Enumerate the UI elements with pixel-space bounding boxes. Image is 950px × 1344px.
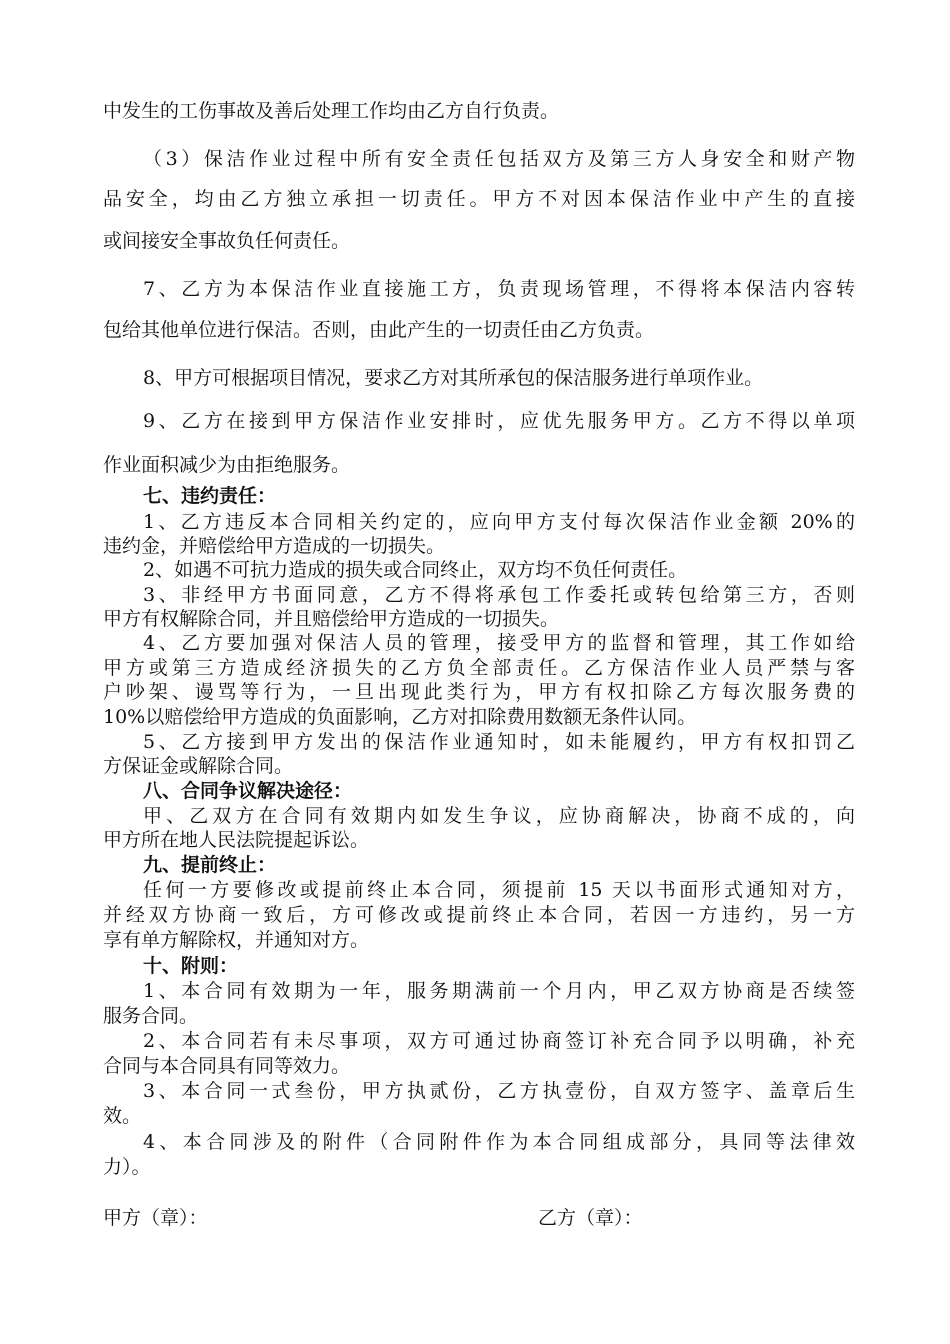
- section-8-heading: 八、合同争议解决途径：: [143, 780, 353, 802]
- section-8-body-line: 甲方所在地人民法院提起诉讼。: [103, 829, 370, 851]
- clause-7-2-line: 2、如遇不可抗力造成的损失或合同终止，双方均不负任何责任。: [143, 559, 688, 581]
- clause-10-2-line: 2、本合同若有未尽事项，双方可通过协商签订补充合同予以明确，补充: [143, 1030, 855, 1052]
- clause-6-9-line: 9、乙方在接到甲方保洁作业安排时，应优先服务甲方。乙方不得以单项: [143, 410, 855, 432]
- clause-6-3-line: 品安全，均由乙方独立承担一切责任。甲方不对因本保洁作业中产生的直接: [103, 188, 855, 210]
- clause-10-3-line: 3、本合同一式叁份，甲方执贰份，乙方执壹份，自双方签字、盖章后生: [143, 1080, 855, 1102]
- clause-6-8-line: 8、甲方可根据项目情况，要求乙方对其所承包的保洁服务进行单项作业。: [143, 367, 764, 389]
- clause-6-3-line: （3）保洁作业过程中所有安全责任包括双方及第三方人身安全和财产物: [143, 148, 855, 170]
- clause-7-4-line: 甲方或第三方造成经济损失的乙方负全部责任。乙方保洁作业人员严禁与客: [103, 657, 855, 679]
- clause-10-2-line: 合同与本合同具有同等效力。: [103, 1055, 351, 1077]
- clause-6-9-line: 作业面积减少为由拒绝服务。: [103, 454, 351, 476]
- clause-10-1-line: 1、本合同有效期为一年，服务期满前一个月内，甲乙双方协商是否续签: [143, 980, 855, 1002]
- section-9-heading: 九、提前终止：: [143, 854, 277, 876]
- clause-7-5-line: 方保证金或解除合同。: [103, 755, 294, 777]
- clause-7-4-line: 户吵架、谩骂等行为，一旦出现此类行为，甲方有权扣除乙方每次服务费的: [103, 681, 855, 703]
- section-10-heading: 十、附则：: [143, 955, 239, 977]
- section-9-body-line: 任何一方要修改或提前终止本合同，须提前 15 天以书面形式通知对方，: [143, 879, 855, 901]
- section-9-body-line: 享有单方解除权，并通知对方。: [103, 929, 370, 951]
- clause-7-3-line: 3、非经甲方书面同意，乙方不得将承包工作委托或转包给第三方，否则: [143, 584, 855, 606]
- clause-6-7-line: 7、乙方为本保洁作业直接施工方，负责现场管理，不得将本保洁内容转: [143, 278, 855, 300]
- section-9-body-line: 并经双方协商一致后，方可修改或提前终止本合同，若因一方违约，另一方: [103, 904, 855, 926]
- paragraph-line: 中发生的工伤事故及善后处理工作均由乙方自行负责。: [103, 100, 560, 122]
- section-8-body-line: 甲、乙双方在合同有效期内如发生争议，应协商解决，协商不成的，向: [143, 805, 855, 827]
- clause-10-4-line: 4、本合同涉及的附件（合同附件作为本合同组成部分，具同等法律效: [143, 1131, 855, 1153]
- clause-10-4-line: 力）。: [103, 1156, 151, 1178]
- clause-7-3-line: 甲方有权解除合同，并且赔偿给甲方造成的一切损失。: [103, 608, 560, 630]
- clause-6-3-line: 或间接安全事故负任何责任。: [103, 230, 351, 252]
- clause-6-7-line: 包给其他单位进行保洁。否则，由此产生的一切责任由乙方负责。: [103, 319, 655, 341]
- clause-10-3-line: 效。: [103, 1105, 142, 1127]
- clause-7-4-line: 10%以赔偿给甲方造成的负面影响，乙方对扣除费用数额无条件认同。: [103, 706, 697, 728]
- party-b-signature: 乙方（章）：: [538, 1207, 643, 1229]
- clause-7-1-line: 1、乙方违反本合同相关约定的，应向甲方支付每次保洁作业金额 20%的: [143, 511, 855, 533]
- section-7-heading: 七、违约责任：: [143, 485, 277, 507]
- party-a-signature: 甲方（章）：: [103, 1207, 208, 1229]
- clause-7-1-line: 违约金，并赔偿给甲方造成的一切损失。: [103, 535, 446, 557]
- clause-10-1-line: 服务合同。: [103, 1005, 199, 1027]
- clause-7-4-line: 4、乙方要加强对保洁人员的管理，接受甲方的监督和管理，其工作如给: [143, 632, 855, 654]
- clause-7-5-line: 5、乙方接到甲方发出的保洁作业通知时，如未能履约，甲方有权扣罚乙: [143, 731, 855, 753]
